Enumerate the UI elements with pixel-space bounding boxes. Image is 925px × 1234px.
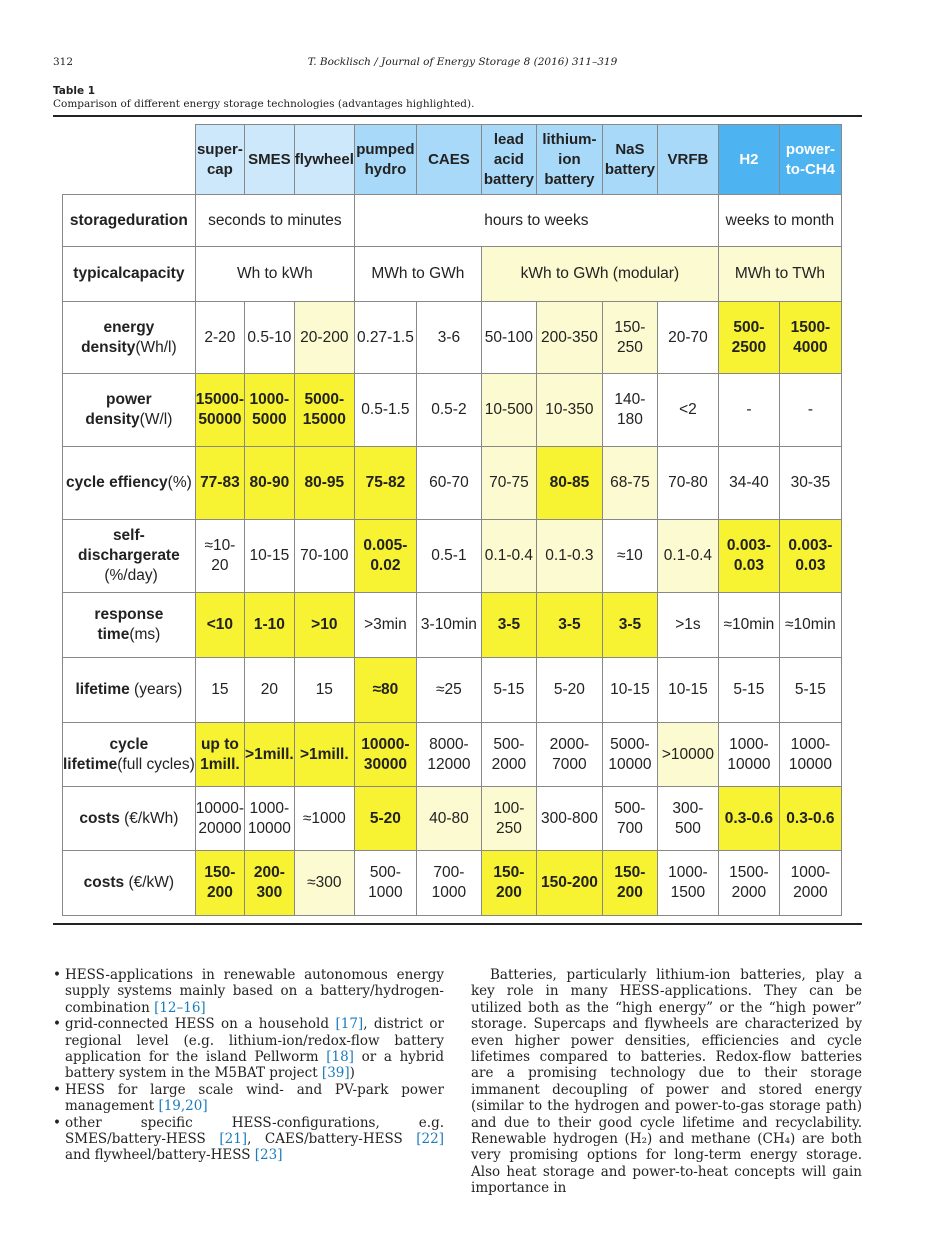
table-cell: >10000	[657, 723, 718, 787]
table-cell: 500- 2500	[718, 302, 779, 374]
row-label-unit: (%/day)	[100, 567, 158, 584]
column-header-caes	[416, 125, 481, 195]
table-cell: -	[718, 374, 779, 447]
list-text: grid-connected HESS on a household	[65, 1016, 336, 1033]
table-cell: 150-250	[602, 302, 657, 374]
column-header-line: cap	[206, 160, 233, 178]
table-cell: >1mill.	[245, 723, 295, 787]
list-text: , district or regional level (e.g. lithium-ion/redox-flow battery application for the island Pellworm	[65, 1016, 445, 1066]
table-cell: 0.1-0.4	[481, 520, 536, 593]
table-cell: 10-15	[602, 658, 657, 723]
table-cell: 0.003- 0.03	[779, 520, 841, 593]
row-label	[63, 520, 196, 593]
column-header-line: battery	[483, 170, 534, 188]
table-cell: 60-70	[416, 447, 481, 520]
column-header-power-to-ch4	[779, 125, 841, 195]
table-cell: 5000- 15000	[294, 374, 354, 447]
table-cell: >3min	[354, 593, 416, 658]
column-header-line: NaS	[615, 140, 645, 158]
row-label-bold: costs	[79, 809, 120, 827]
span-cell: kWh to GWh (modular)	[481, 247, 718, 302]
table-cell: 5-15	[718, 658, 779, 723]
table-cell: 70-100	[294, 520, 354, 593]
row-label-line	[126, 212, 188, 229]
column-header-line: super-	[196, 140, 243, 158]
column-header-line: H2	[739, 150, 759, 168]
span-cell: weeks to month	[718, 195, 841, 247]
table-cell: 150- 200	[481, 851, 536, 916]
column-header-line: hydro	[364, 160, 407, 178]
table-cell: 1000- 5000	[245, 374, 295, 447]
table-cell: ≈80	[354, 658, 416, 723]
table-cell: 15000- 50000	[195, 374, 244, 447]
right-column	[471, 967, 862, 1197]
row-label-line	[70, 212, 126, 229]
table-cell: 0.3-0.6	[718, 787, 779, 851]
table-cell: 150- 200	[195, 851, 244, 916]
table-cell: 2000- 7000	[536, 723, 602, 787]
table-cell: 1500- 4000	[779, 302, 841, 374]
citation-link[interactable]: [17]	[335, 1016, 364, 1033]
row-label-bold: response time	[94, 606, 164, 643]
table-cell: <2	[657, 374, 718, 447]
row-label-bold: lifetime	[75, 681, 130, 698]
table-cell: 1000- 10000	[718, 723, 779, 787]
column-header-lead-acid-battery	[481, 125, 536, 195]
citation-link[interactable]: [39]	[321, 1065, 350, 1082]
table-cell: 80-90	[245, 447, 295, 520]
table-cell: ≈25	[416, 658, 481, 723]
row-label-unit: (ms)	[129, 626, 161, 643]
column-header-pumped-hydro	[354, 125, 416, 195]
table-cell: 15	[294, 658, 354, 723]
table-row-costs-kwh	[63, 787, 842, 851]
column-header-line: power-	[785, 140, 835, 158]
table-cell: 1000- 10000	[245, 787, 295, 851]
row-label-line	[117, 756, 195, 773]
table-cell: 68-75	[602, 447, 657, 520]
table-row-cycle-efficiency	[63, 447, 842, 520]
table-cell: 5000- 10000	[602, 723, 657, 787]
row-label-bold: cycle effiency	[65, 474, 168, 491]
table-cell: 0.5-1.5	[354, 374, 416, 447]
table-cell: 700- 1000	[416, 851, 481, 916]
table-cell: 150-200	[602, 851, 657, 916]
list-text: HESS-applications in renewable autonomous energy supply systems mainly based on a battery/hydrogen-combination	[65, 967, 444, 1016]
row-label-line	[79, 810, 178, 827]
row-label-line	[73, 265, 122, 282]
row-label-line	[135, 339, 176, 356]
citation-link[interactable]: [19,20]	[158, 1098, 208, 1115]
row-label-bold: power density	[85, 391, 152, 428]
table-cell: ≈300	[294, 851, 354, 916]
row-label-unit: (%)	[167, 474, 192, 491]
column-header-h2	[718, 125, 779, 195]
table-cell: 5-15	[481, 658, 536, 723]
table-cell: 70-75	[481, 447, 536, 520]
table-cell: 1000- 2000	[779, 851, 841, 916]
column-header-line: lithium-	[542, 130, 597, 148]
table-cell: 77-83	[195, 447, 244, 520]
row-label-line	[129, 626, 160, 643]
journal-citation: T. Bocklisch / Journal of Energy Storage 8 (2016) 311–319	[307, 56, 618, 68]
column-header-line: VRFB	[667, 150, 709, 168]
list-item	[65, 1082, 444, 1115]
table-row-storage-duration	[63, 195, 842, 247]
row-label-unit: (years)	[129, 681, 183, 698]
table-cell: 70-80	[657, 447, 718, 520]
row-label	[63, 302, 196, 374]
table-cell: 140-180	[602, 374, 657, 447]
table-cell: 34-40	[718, 447, 779, 520]
table-cell: 10-15	[657, 658, 718, 723]
table-cell: 80-95	[294, 447, 354, 520]
table-cell: 0.003- 0.03	[718, 520, 779, 593]
table-cell: 500- 2000	[481, 723, 536, 787]
row-label	[63, 658, 196, 723]
row-label	[63, 195, 196, 247]
table-cell: 200-350	[536, 302, 602, 374]
table-cell: 1000- 1500	[657, 851, 718, 916]
table-cell: 80-85	[536, 447, 602, 520]
column-header-row	[63, 125, 842, 195]
left-column	[53, 967, 444, 1164]
list-item	[65, 1016, 444, 1082]
table-cell: -	[779, 374, 841, 447]
table-cell: 10000- 30000	[354, 723, 416, 787]
table-cell: 0.1-0.4	[657, 520, 718, 593]
table-cell: 0.3-0.6	[779, 787, 841, 851]
row-label-bold: duration	[125, 211, 188, 229]
table-cell: 150-200	[536, 851, 602, 916]
row-label	[63, 374, 196, 447]
table-cell: ≈10min	[779, 593, 841, 658]
column-header-line: battery	[544, 170, 595, 188]
span-cell: Wh to kWh	[195, 247, 354, 302]
table-cell: 5-20	[536, 658, 602, 723]
table-row-response-time	[63, 593, 842, 658]
row-label	[63, 247, 196, 302]
column-header-line: flywheel	[294, 150, 354, 168]
row-label-line	[75, 681, 182, 698]
table-caption: Comparison of different energy storage technologies (advantages highlighted).	[53, 98, 475, 110]
row-label-unit: (full cycles)	[117, 755, 195, 773]
table-row-typical-capacity	[63, 247, 842, 302]
row-label	[63, 723, 196, 787]
table-cell: 10-350	[536, 374, 602, 447]
span-cell: hours to weeks	[354, 195, 718, 247]
row-label-line	[84, 874, 174, 891]
column-header-line: to-CH4	[785, 160, 835, 178]
table-cell: 1000- 10000	[779, 723, 841, 787]
list-text: other specific HESS-configurations, e.g. SMES/battery-HESS	[65, 1114, 444, 1148]
list-text: or a hybrid battery system in the M5BAT project	[65, 1049, 444, 1082]
row-label	[63, 593, 196, 658]
citation-link[interactable]: [23]	[254, 1147, 283, 1164]
table-cell: 50-100	[481, 302, 536, 374]
column-header-line: acid	[493, 150, 524, 168]
row-label-line	[78, 527, 151, 564]
table-label: Table 1	[53, 85, 96, 97]
hess-application-list	[53, 967, 444, 1164]
row-label-bold: capacity	[122, 265, 185, 282]
row-label	[63, 447, 196, 520]
table-cell: >1s	[657, 593, 718, 658]
body-paragraph: Batteries, particularly lithium-ion batteries, play a key role in many HESS-applications. They can be utilized both as the “high energy” or the “high power” storage. Supercaps and flywheels are characterized by even higher power densities, efficiencies and cycle lifetimes compared to batteries. Redox-flow batteries are a promising technology due to their storage immanent decoupling of power and stored energy (similar to the hydrogen and power-to-gas storage path) and due to their good cycle lifetime and recyclability. Renewable hydrogen (H₂) and methane (CH₄) are both very promising options for long-term energy storage. Also heat storage and power-to-heat concepts will gain importance in	[471, 967, 862, 1197]
table-row-costs-kw	[63, 851, 842, 916]
table-cell: 8000- 12000	[416, 723, 481, 787]
table-cell: 15	[195, 658, 244, 723]
row-label-bold: energy density	[81, 318, 155, 356]
row-label	[63, 851, 196, 916]
table-cell: 3-5	[536, 593, 602, 658]
column-header-line: ion	[558, 150, 581, 168]
column-header-line: CAES	[428, 150, 470, 168]
column-header-line: lead	[493, 130, 524, 148]
column-header-line: SMES	[248, 150, 291, 168]
table-cell: 500- 1000	[354, 851, 416, 916]
table-cell: 0.27-1.5	[354, 302, 416, 374]
table-cell: 20-70	[657, 302, 718, 374]
span-cell: MWh to TWh	[718, 247, 841, 302]
column-header-nas-battery	[602, 125, 657, 195]
row-label-bold: storage	[69, 211, 126, 229]
list-text: , CAES/battery-HESS	[247, 1131, 417, 1148]
list-item	[65, 967, 444, 1016]
citation-link[interactable]: [21]	[219, 1131, 248, 1148]
citation-link[interactable]: [18]	[326, 1049, 354, 1066]
table-cell: 1500- 2000	[718, 851, 779, 916]
table-cell: 5-20	[354, 787, 416, 851]
citation-link[interactable]: [12–16]	[154, 999, 206, 1016]
table-cell: 40-80	[416, 787, 481, 851]
row-label-unit: (€/kWh)	[119, 809, 179, 827]
table-cell: 200- 300	[245, 851, 295, 916]
table-cell: 3-6	[416, 302, 481, 374]
table-cell: 20-200	[294, 302, 354, 374]
table-row-power-density	[63, 374, 842, 447]
table-cell: ≈10	[602, 520, 657, 593]
table-cell: 10-15	[245, 520, 295, 593]
column-header-flywheel	[294, 125, 354, 195]
table-cell: 75-82	[354, 447, 416, 520]
row-label-line	[66, 474, 168, 491]
storage-comparison-table	[62, 124, 842, 916]
citation-link[interactable]: [22]	[416, 1131, 444, 1148]
table-cell: 20	[245, 658, 295, 723]
table-row-cycle-lifetime	[63, 723, 842, 787]
row-label-bold: self-discharge	[78, 527, 152, 564]
table-cell: 3-10min	[416, 593, 481, 658]
table-cell: ≈1000	[294, 787, 354, 851]
table-row-energy-density	[63, 302, 842, 374]
table-cell: 0.5-2	[416, 374, 481, 447]
table-cell: 300- 500	[657, 787, 718, 851]
row-label-unit: (€/kW)	[124, 874, 175, 891]
column-header-lithium-ion-battery	[536, 125, 602, 195]
column-header-line: pumped	[356, 140, 415, 158]
table-cell: 3-5	[481, 593, 536, 658]
table-row-self-discharge	[63, 520, 842, 593]
column-header-super-cap	[195, 125, 244, 195]
row-label-bold: typical	[73, 265, 123, 282]
table-cell: 5-15	[779, 658, 841, 723]
list-item	[65, 1115, 444, 1164]
row-label-line	[168, 474, 192, 491]
table-cell: <10	[195, 593, 244, 658]
table-cell: >10	[294, 593, 354, 658]
table-cell: >1mill.	[294, 723, 354, 787]
table-cell: 10-500	[481, 374, 536, 447]
page-number: 312	[53, 56, 74, 68]
corner-cell	[63, 125, 196, 195]
table-cell: 0.1-0.3	[536, 520, 602, 593]
column-header-vrfb	[657, 125, 718, 195]
row-label-unit: (W/l)	[139, 411, 173, 428]
row-label	[63, 787, 196, 851]
table-cell: 30-35	[779, 447, 841, 520]
row-label-bold: costs	[83, 874, 125, 891]
list-text: HESS for large scale wind- and PV-park power management	[65, 1081, 444, 1115]
row-label-line	[140, 411, 173, 428]
table-cell: 1-10	[245, 593, 295, 658]
column-header-smes	[245, 125, 295, 195]
table-cell: 10000- 20000	[195, 787, 244, 851]
table-top-rule	[53, 115, 862, 117]
list-text: and flywheel/battery-HESS	[65, 1147, 255, 1164]
table-cell: 0.5-10	[245, 302, 295, 374]
table-cell: 500- 700	[602, 787, 657, 851]
table-bottom-rule	[53, 923, 862, 925]
row-label-line	[122, 265, 184, 282]
table-cell: 3-5	[602, 593, 657, 658]
table-cell: ≈10- 20	[195, 520, 244, 593]
table-cell: 0.005- 0.02	[354, 520, 416, 593]
span-cell: seconds to minutes	[195, 195, 354, 247]
table-cell: 0.5-1	[416, 520, 481, 593]
row-label-unit: (Wh/l)	[135, 338, 177, 356]
span-cell: MWh to GWh	[354, 247, 481, 302]
table-cell: up to 1mill.	[195, 723, 244, 787]
table-cell: ≈10min	[718, 593, 779, 658]
list-text: )	[349, 1065, 355, 1082]
table-row-lifetime	[63, 658, 842, 723]
column-header-line: battery	[604, 160, 655, 178]
table-cell: 300-800	[536, 787, 602, 851]
row-label-bold: rate	[151, 547, 180, 564]
table-cell: 100- 250	[481, 787, 536, 851]
row-label-bold: cycle lifetime	[63, 735, 149, 773]
table-cell: 2-20	[195, 302, 244, 374]
